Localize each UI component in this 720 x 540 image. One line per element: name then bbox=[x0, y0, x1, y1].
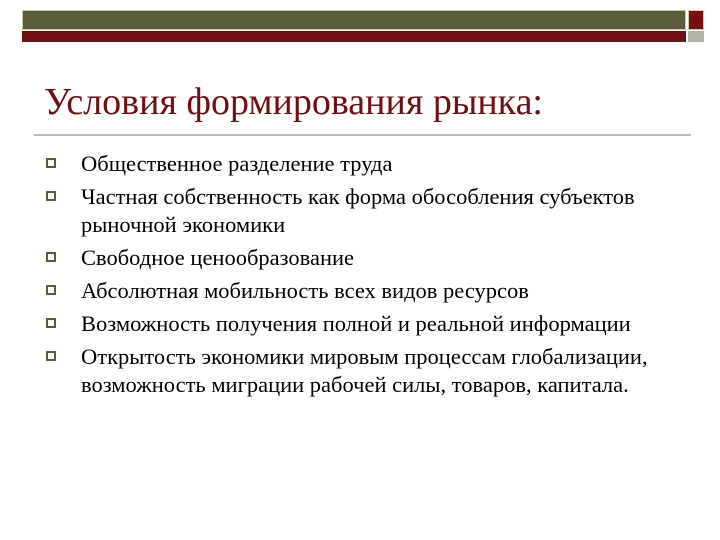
bullet-item bbox=[44, 310, 684, 338]
square-bullet-icon bbox=[46, 252, 56, 262]
square-bullet-icon bbox=[46, 158, 56, 168]
bullet-text: Абсолютная мобильность всех видов ресурсов bbox=[81, 278, 529, 303]
bullet-text: Возможность получения полной и реальной информации bbox=[81, 311, 631, 336]
bullet-list bbox=[44, 150, 684, 404]
slide-title: Условия формирования рынка: bbox=[44, 81, 543, 123]
square-bullet-icon bbox=[46, 351, 56, 361]
square-bullet-icon bbox=[46, 285, 56, 295]
bullet-text: Открытость экономики мировым процессам глобализации, возможность миграции рабочей силы, товаров, капитала. bbox=[81, 344, 648, 397]
square-bullet-icon bbox=[46, 318, 56, 328]
bullet-item bbox=[44, 277, 684, 305]
header-accent-square-red bbox=[688, 10, 704, 30]
bullet-item bbox=[44, 150, 684, 178]
bullet-text: Частная собственность как форма обособления субъектов рыночной экономики bbox=[81, 184, 635, 237]
bullet-text: Общественное разделение труда bbox=[81, 151, 393, 176]
title-divider bbox=[34, 134, 691, 136]
bullet-text: Свободное ценообразование bbox=[81, 245, 355, 270]
square-bullet-icon bbox=[46, 191, 56, 201]
header-band-olive bbox=[22, 10, 686, 30]
bullet-item bbox=[44, 244, 684, 272]
bullet-item bbox=[44, 343, 684, 399]
header-band-maroon bbox=[22, 31, 686, 42]
bullet-item bbox=[44, 183, 684, 239]
header-accent-square-gray bbox=[688, 31, 704, 42]
